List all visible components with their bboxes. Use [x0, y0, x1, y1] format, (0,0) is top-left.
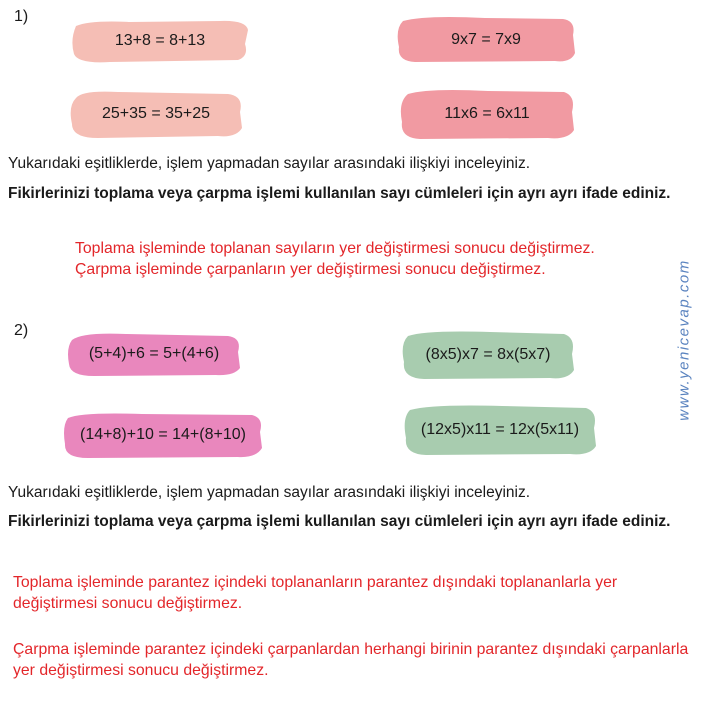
- equation-text: 9x7 = 7x9: [451, 31, 521, 48]
- section1-number: 1): [14, 8, 29, 25]
- section2-answer-1: Toplama işleminde parantez içindeki toplananların parantez dışındaki toplananlarla yer değiştirmesi sonucu değiştirmez.: [13, 574, 618, 612]
- equation-text: (14+8)+10 = 14+(8+10): [80, 426, 246, 443]
- section1-answer-1: Toplama işleminde toplanan sayıların yer değiştirmesi sonucu değiştirmez.: [75, 240, 595, 257]
- section1-instruction: Fikirlerinizi toplama veya çarpma işlemi kullanılan sayı cümleleri için ayrı ayrı ifade ediniz.: [8, 185, 671, 202]
- equation-text: 13+8 = 8+13: [114, 32, 206, 49]
- equation-text: 11x6 = 6x11: [444, 105, 530, 122]
- equation-card-7: [62, 410, 264, 460]
- section2-answer-2: Çarpma işleminde parantez içindeki çarpanlardan herhangi birinin parantez dışındaki çarpanlarla yer değiştirmesi sonucu değiştirmez.: [13, 641, 689, 679]
- equation-text: 25+35 = 35+25: [101, 105, 211, 122]
- equation-text: (12x5)x11 = 12x(5x11): [420, 421, 580, 438]
- equation-card-6: [400, 328, 576, 382]
- section1-question: Yukarıdaki eşitliklerde, işlem yapmadan sayılar arasındaki ilişkiyi inceleyiniz.: [8, 155, 531, 172]
- section1-answer-2: Çarpma işleminde çarpanların yer değiştirmesi sonucu değiştirmez.: [75, 261, 546, 278]
- equation-card-3: [68, 88, 244, 140]
- equation-card-5: [66, 330, 242, 378]
- equation-card-2: [395, 15, 577, 65]
- section2-number: 2): [14, 322, 29, 339]
- equation-card-8: [402, 402, 598, 458]
- section2-question: Yukarıdaki eşitliklerde, işlem yapmadan sayılar arasındaki ilişkiyi inceleyiniz.: [8, 484, 531, 501]
- equation-card-1: [70, 18, 250, 64]
- equation-card-4: [398, 86, 576, 142]
- section2-instruction: Fikirlerinizi toplama veya çarpma işlemi kullanılan sayı cümleleri için ayrı ayrı ifade ediniz.: [8, 513, 671, 530]
- equation-text: (5+4)+6 = 5+(4+6): [88, 345, 220, 362]
- watermark-text: www.yenicevap.com: [675, 259, 693, 421]
- equation-text: (8x5)x7 = 8x(5x7): [425, 346, 551, 363]
